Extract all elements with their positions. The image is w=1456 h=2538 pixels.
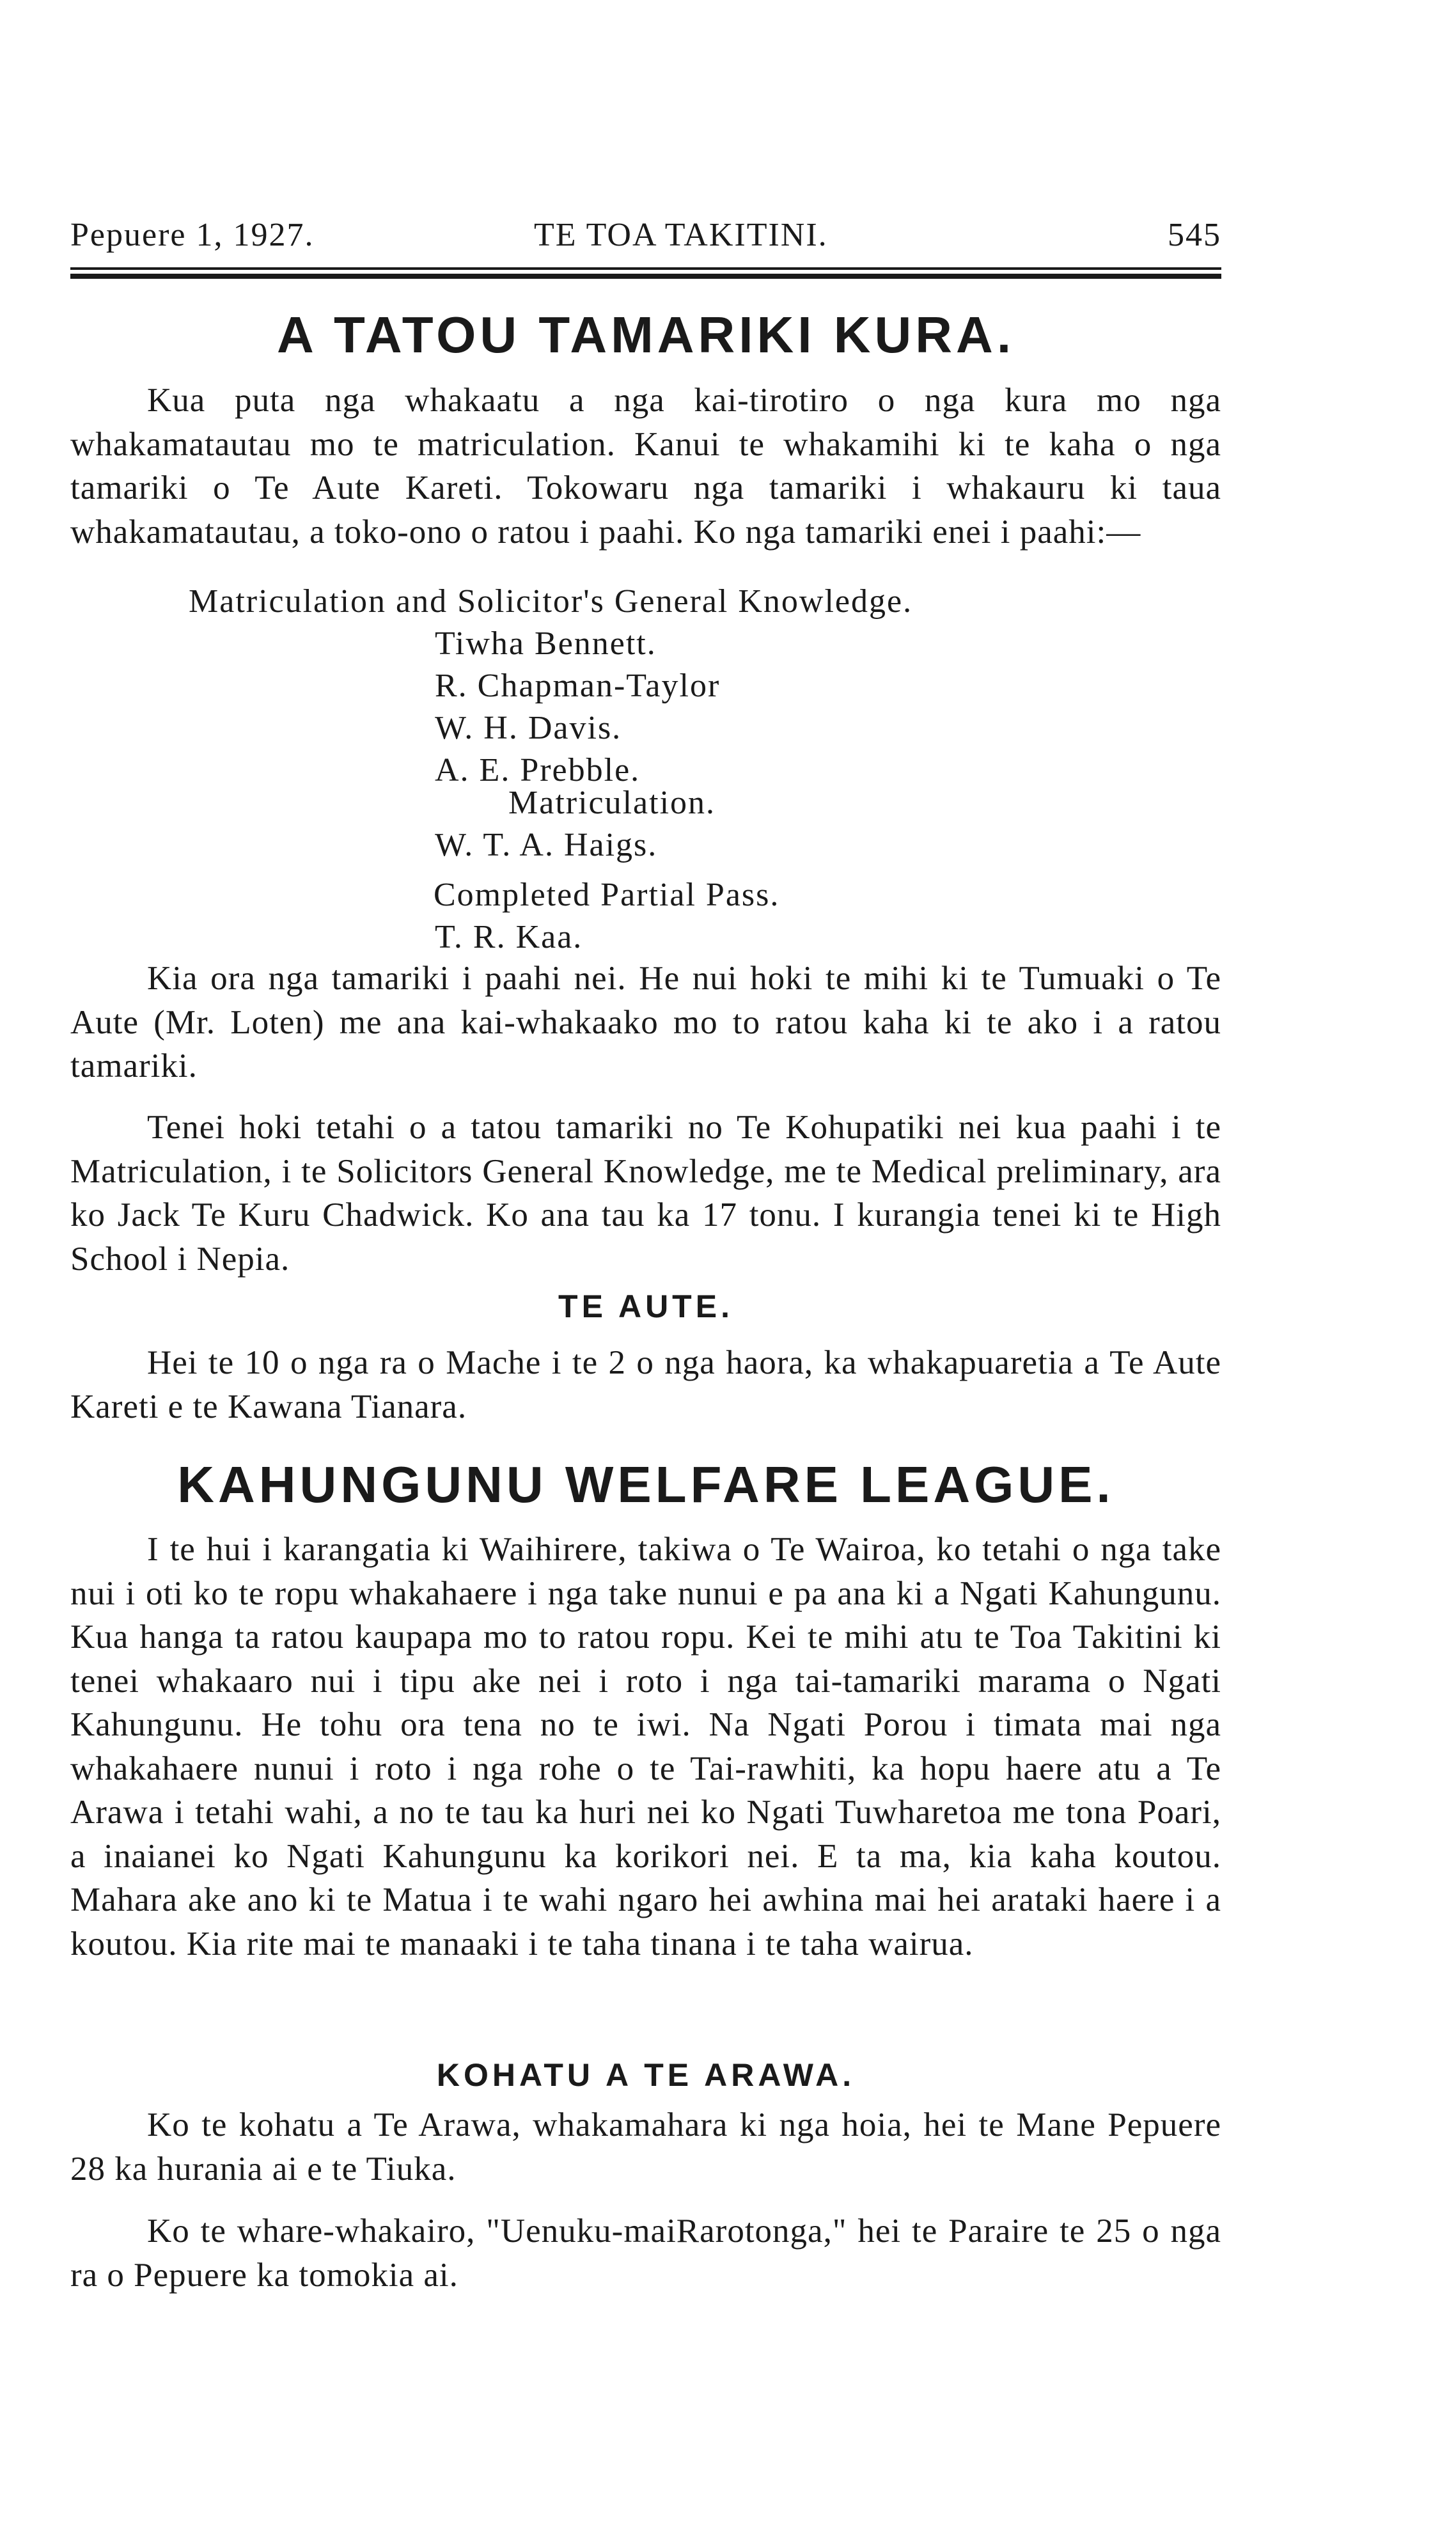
section-title-welfare-league: KAHUNGUNU WELFARE LEAGUE. bbox=[177, 1456, 1115, 1513]
header-rule-thick bbox=[70, 274, 1221, 279]
results-list-matriculation bbox=[435, 782, 716, 866]
section-title-kohatu: KOHATU A TE ARAWA. bbox=[436, 2057, 856, 2093]
section-title-tamariki-kura: A TATOU TAMARIKI KURA. bbox=[276, 306, 1015, 363]
student-name: A. E. Prebble. bbox=[435, 752, 641, 788]
body-paragraph: Ko te kohatu a Te Arawa, whakamahara ki nga hoia, hei te Mane Pepuere 28 ka hurania ai e te Tiuka. bbox=[70, 2106, 1221, 2188]
body-paragraph: Hei te 10 o nga ra o Mache i te 2 o nga haora, ka whakapuaretia a Te Aute Kareti e te Kawana Tianara. bbox=[70, 1344, 1221, 1425]
body-paragraph: Ko te whare-whakairo, "Uenuku-maiRarotonga," hei te Paraire te 25 o nga ra o Pepuere ka tomokia ai. bbox=[70, 2213, 1221, 2294]
results-heading: Completed Partial Pass. bbox=[434, 877, 780, 913]
body-paragraph: I te hui i karangatia ki Waihirere, takiwa o Te Wairoa, ko tetahi o nga take nui i oti ko te ropu whakahaere i nga take nunui e pa ana ki a Ngati Kahungunu. Kua hanga ta ratou kaupapa mo to ratou ropu. Kei te mihi atu te Toa Takitini ki tenei whakaaro nui i tipu ake nei i roto i nga tai-tamariki marama o Ngati Kahungunu. He tohu ora tena no te iwi. Na Ngati Porou i timata mai nga whakahaere nunui i roto i nga rohe o te Tai-rawhiti, ka hopu haere atu a Te Arawa i tetahi wahi, a no te tau ka huri nei ko Ngati Tuwharetoa me tona Poari, a inaianei ko Ngati Kahungunu ka korikori nei. E ta ma, kia kaha koutou. Mahara ake ano ki te Matua i te wahi ngaro hei awhina mai hei arataki haere i a koutou. Kia rite mai te manaaki i te taha tinana i te taha wairua. bbox=[70, 1531, 1221, 1962]
student-name: W. H. Davis. bbox=[435, 710, 622, 746]
page-header bbox=[70, 216, 1221, 261]
results-heading: Matriculation and Solicitor's General Knowledge. bbox=[189, 583, 913, 620]
section-title-te-aute: TE AUTE. bbox=[558, 1289, 733, 1324]
student-name: W. T. A. Haigs. bbox=[435, 827, 658, 863]
publication-title: TE TOA TAKITINI. bbox=[534, 217, 828, 253]
page-number: 545 bbox=[1168, 217, 1221, 253]
header-rule-thin bbox=[70, 267, 1221, 270]
body-paragraph: Tenei hoki tetahi o a tatou tamariki no Te Kohupatiki nei kua paahi i te Matriculation, i te Solicitors General Knowledge, me te Medical preliminary, ara ko Jack Te Kuru Chadwick. Ko ana tau ka 17 tonu. I kurangia tenei ki te High School i Nepia. bbox=[70, 1109, 1221, 1278]
student-name: R. Chapman-Taylor bbox=[435, 668, 721, 704]
body-paragraph: Kia ora nga tamariki i paahi nei. He nui hoki te mihi ki te Tumuaki o Te Aute (Mr. Loten) me ana kai-whakaako mo to ratou kaha ki te ako i a ratou tamariki. bbox=[70, 960, 1221, 1085]
section-intro-paragraph: Kua puta nga whakaatu a nga kai-tirotiro o nga kura mo nga whakamatautau mo te matriculation. Kanui te whakamihi ki te kaha o nga tamariki o Te Aute Kareti. Tokowaru nga tamariki i whakauru ki taua whakamatautau, a toko-ono o ratou i paahi. Ko nga tamariki enei i paahi:— bbox=[70, 382, 1221, 551]
results-list-partial-pass bbox=[435, 874, 779, 959]
student-name: Tiwha Bennett. bbox=[435, 625, 657, 662]
results-heading: Matriculation. bbox=[508, 785, 716, 821]
student-name: T. R. Kaa. bbox=[435, 919, 583, 955]
results-list-matric-solicitor bbox=[189, 581, 913, 792]
issue-date: Pepuere 1, 1927. bbox=[70, 217, 315, 253]
